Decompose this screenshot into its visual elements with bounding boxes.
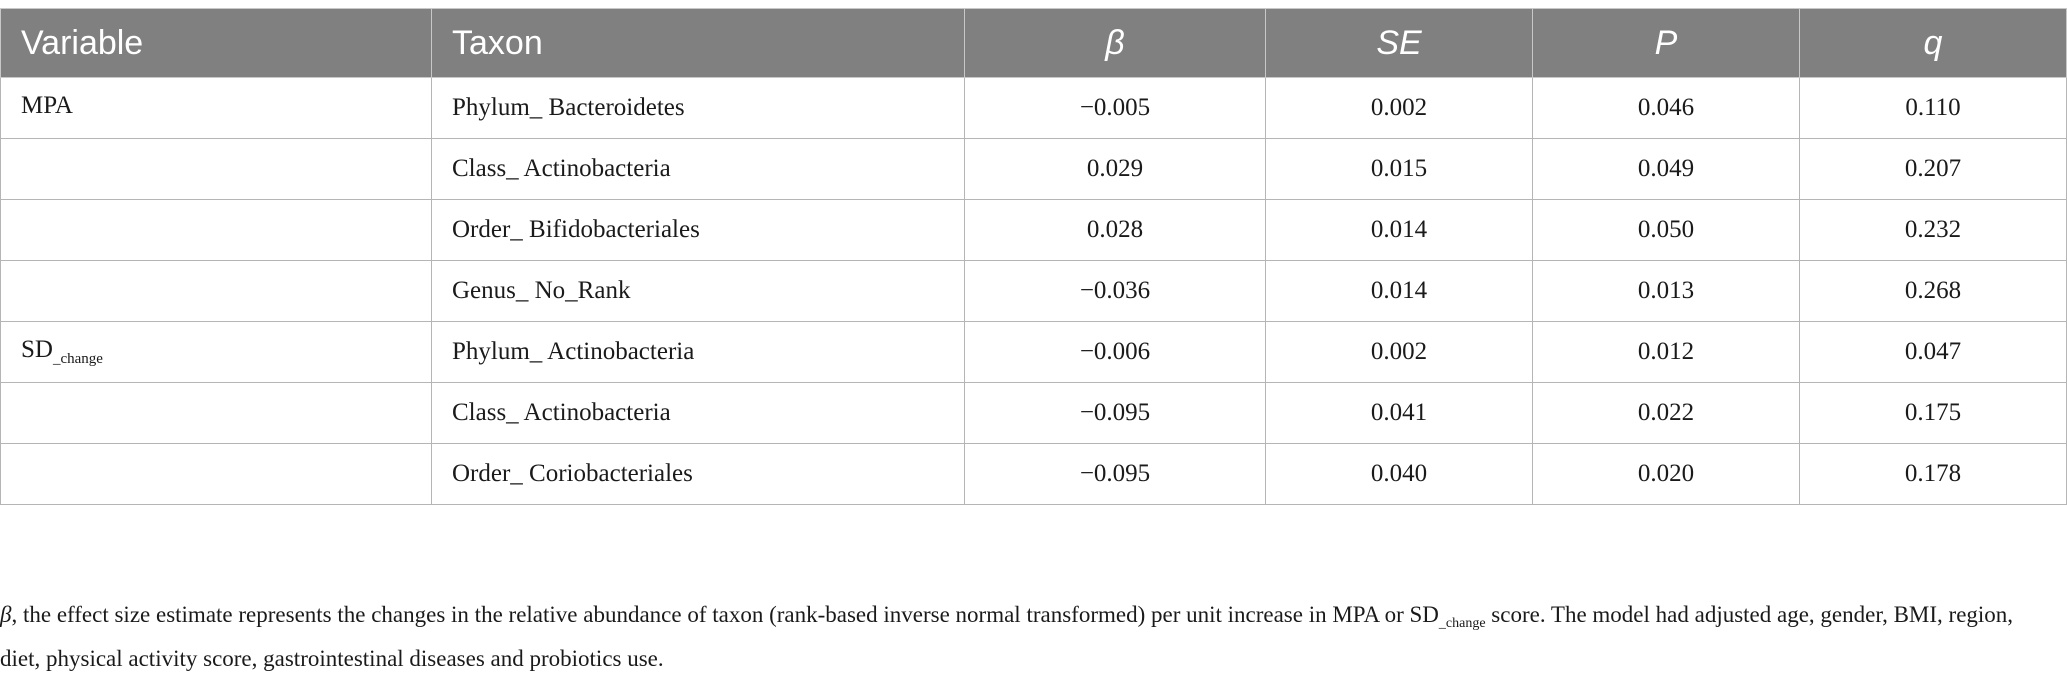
cell-q: 0.207 [1800, 139, 2067, 200]
cell-se: 0.015 [1266, 139, 1533, 200]
cell-variable [1, 200, 432, 261]
cell-beta: 0.029 [965, 139, 1266, 200]
cell-beta: −0.006 [965, 322, 1266, 383]
cell-taxon: Order_ Coriobacteriales [432, 444, 965, 505]
cell-beta: −0.095 [965, 444, 1266, 505]
cell-q: 0.268 [1800, 261, 2067, 322]
header-variable: Variable [1, 9, 432, 78]
cell-beta: −0.095 [965, 383, 1266, 444]
header-row [1, 9, 2067, 78]
footnote-text-2: score. The model had adjusted age, gender, BMI, region, diet, physical activity score, gastrointestinal diseases and probiotics use. [0, 602, 2014, 671]
cell-variable [1, 322, 432, 383]
table-row [1, 261, 2067, 322]
table-row [1, 200, 2067, 261]
results-table [0, 8, 2067, 505]
cell-taxon: Genus_ No_Rank [432, 261, 965, 322]
cell-q: 0.178 [1800, 444, 2067, 505]
table-row [1, 444, 2067, 505]
cell-p: 0.013 [1533, 261, 1800, 322]
footnote-text-1: , the effect size estimate represents the changes in the relative abundance of taxon (rank-based inverse normal transformed) per unit increase in MPA or SD [11, 602, 1439, 627]
cell-q: 0.175 [1800, 383, 2067, 444]
cell-variable [1, 78, 432, 139]
header-q: q [1800, 9, 2067, 78]
table-row [1, 383, 2067, 444]
cell-se: 0.041 [1266, 383, 1533, 444]
cell-q: 0.047 [1800, 322, 2067, 383]
cell-se: 0.002 [1266, 322, 1533, 383]
cell-variable [1, 383, 432, 444]
cell-p: 0.022 [1533, 383, 1800, 444]
table-row [1, 322, 2067, 383]
cell-se: 0.014 [1266, 261, 1533, 322]
header-beta: β [965, 9, 1266, 78]
cell-taxon: Class_ Actinobacteria [432, 139, 965, 200]
cell-q: 0.110 [1800, 78, 2067, 139]
cell-p: 0.012 [1533, 322, 1800, 383]
cell-se: 0.040 [1266, 444, 1533, 505]
cell-taxon: Order_ Bifidobacteriales [432, 200, 965, 261]
header-taxon: Taxon [432, 9, 965, 78]
cell-variable [1, 444, 432, 505]
variable-text: MPA [21, 92, 73, 119]
cell-se: 0.002 [1266, 78, 1533, 139]
cell-beta: −0.036 [965, 261, 1266, 322]
cell-p: 0.050 [1533, 200, 1800, 261]
table-row [1, 139, 2067, 200]
cell-p: 0.046 [1533, 78, 1800, 139]
header-p: P [1533, 9, 1800, 78]
cell-taxon: Phylum_ Actinobacteria [432, 322, 965, 383]
cell-p: 0.020 [1533, 444, 1800, 505]
cell-variable [1, 261, 432, 322]
cell-taxon: Phylum_ Bacteroidetes [432, 78, 965, 139]
cell-beta: 0.028 [965, 200, 1266, 261]
header-se: SE [1266, 9, 1533, 78]
variable-subscript: _change [52, 351, 103, 367]
footnote-subscript: _change [1438, 616, 1486, 631]
table-footnote [0, 597, 2040, 676]
footnote-beta-symbol: β [0, 602, 12, 627]
cell-taxon: Class_ Actinobacteria [432, 383, 965, 444]
cell-beta: −0.005 [965, 78, 1266, 139]
variable-text: SD [21, 336, 53, 363]
cell-variable [1, 139, 432, 200]
cell-se: 0.014 [1266, 200, 1533, 261]
cell-p: 0.049 [1533, 139, 1800, 200]
table-row [1, 78, 2067, 139]
cell-q: 0.232 [1800, 200, 2067, 261]
